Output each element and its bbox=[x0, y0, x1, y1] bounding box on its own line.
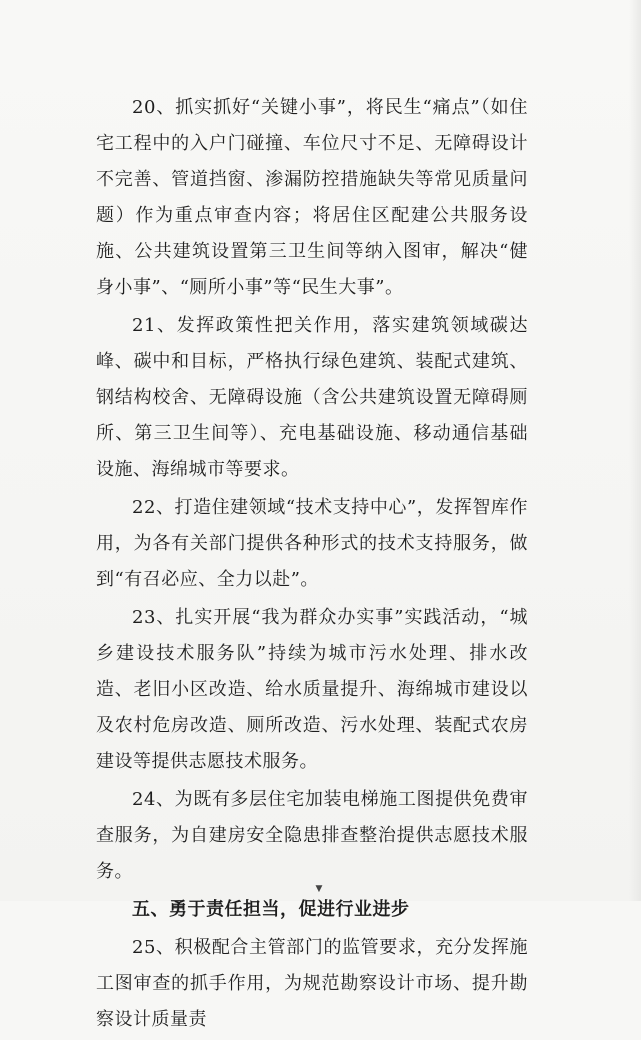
paragraph-21: 21、发挥政策性把关作用，落实建筑领域碳达峰、碳中和目标，严格执行绿色建筑、装配式建筑、钢结构校舍、无障碍设施（含公共建筑设置无障碍厕所、第三卫生间等）、充电基础设施、移动通信基础设施、海绵城市等要求。 bbox=[96, 315, 528, 480]
scan-edge-shadow bbox=[629, 0, 641, 901]
paragraph-22: 22、打造住建领域“技术支持中心”，发挥智库作用，为各有关部门提供各种形式的技术支持服务，做到“有召必应、全力以赴”。 bbox=[96, 497, 528, 590]
paragraph-25: 25、积极配合主管部门的监管要求，充分发挥施工图审查的抓手作用，为规范勘察设计市场、提升勘察设计质量责 bbox=[96, 937, 528, 1030]
document-body bbox=[96, 90, 528, 1040]
paragraph-24: 24、为既有多层住宅加装电梯施工图提供免费审查服务，为自建房安全隐患排查整治提供志愿技术服务。 bbox=[96, 789, 528, 882]
paragraph-23: 23、扎实开展“我为群众办实事”实践活动，“城乡建设技术服务队”持续为城市污水处理、排水改造、老旧小区改造、给水质量提升、海绵城市建设以及农村危房改造、厕所改造、污水处理、装配式农房建设等提供志愿技术服务。 bbox=[96, 607, 528, 772]
paragraph-20: 20、抓实抓好“关键小事”，将民生“痛点”（如住宅工程中的入户门碰撞、车位尺寸不足、无障碍设计不完善、管道挡窗、渗漏防控措施缺失等常见质量问题）作为重点审查内容；将居住区配建公共服务设施、公共建筑设置第三卫生间等纳入图审，解决“健身小事”、“厕所小事”等“民生大事”。 bbox=[96, 97, 528, 298]
page-footer-mark: ▼ bbox=[315, 884, 323, 894]
section-heading: 五、勇于责任担当，促进行业进步 bbox=[132, 899, 410, 920]
